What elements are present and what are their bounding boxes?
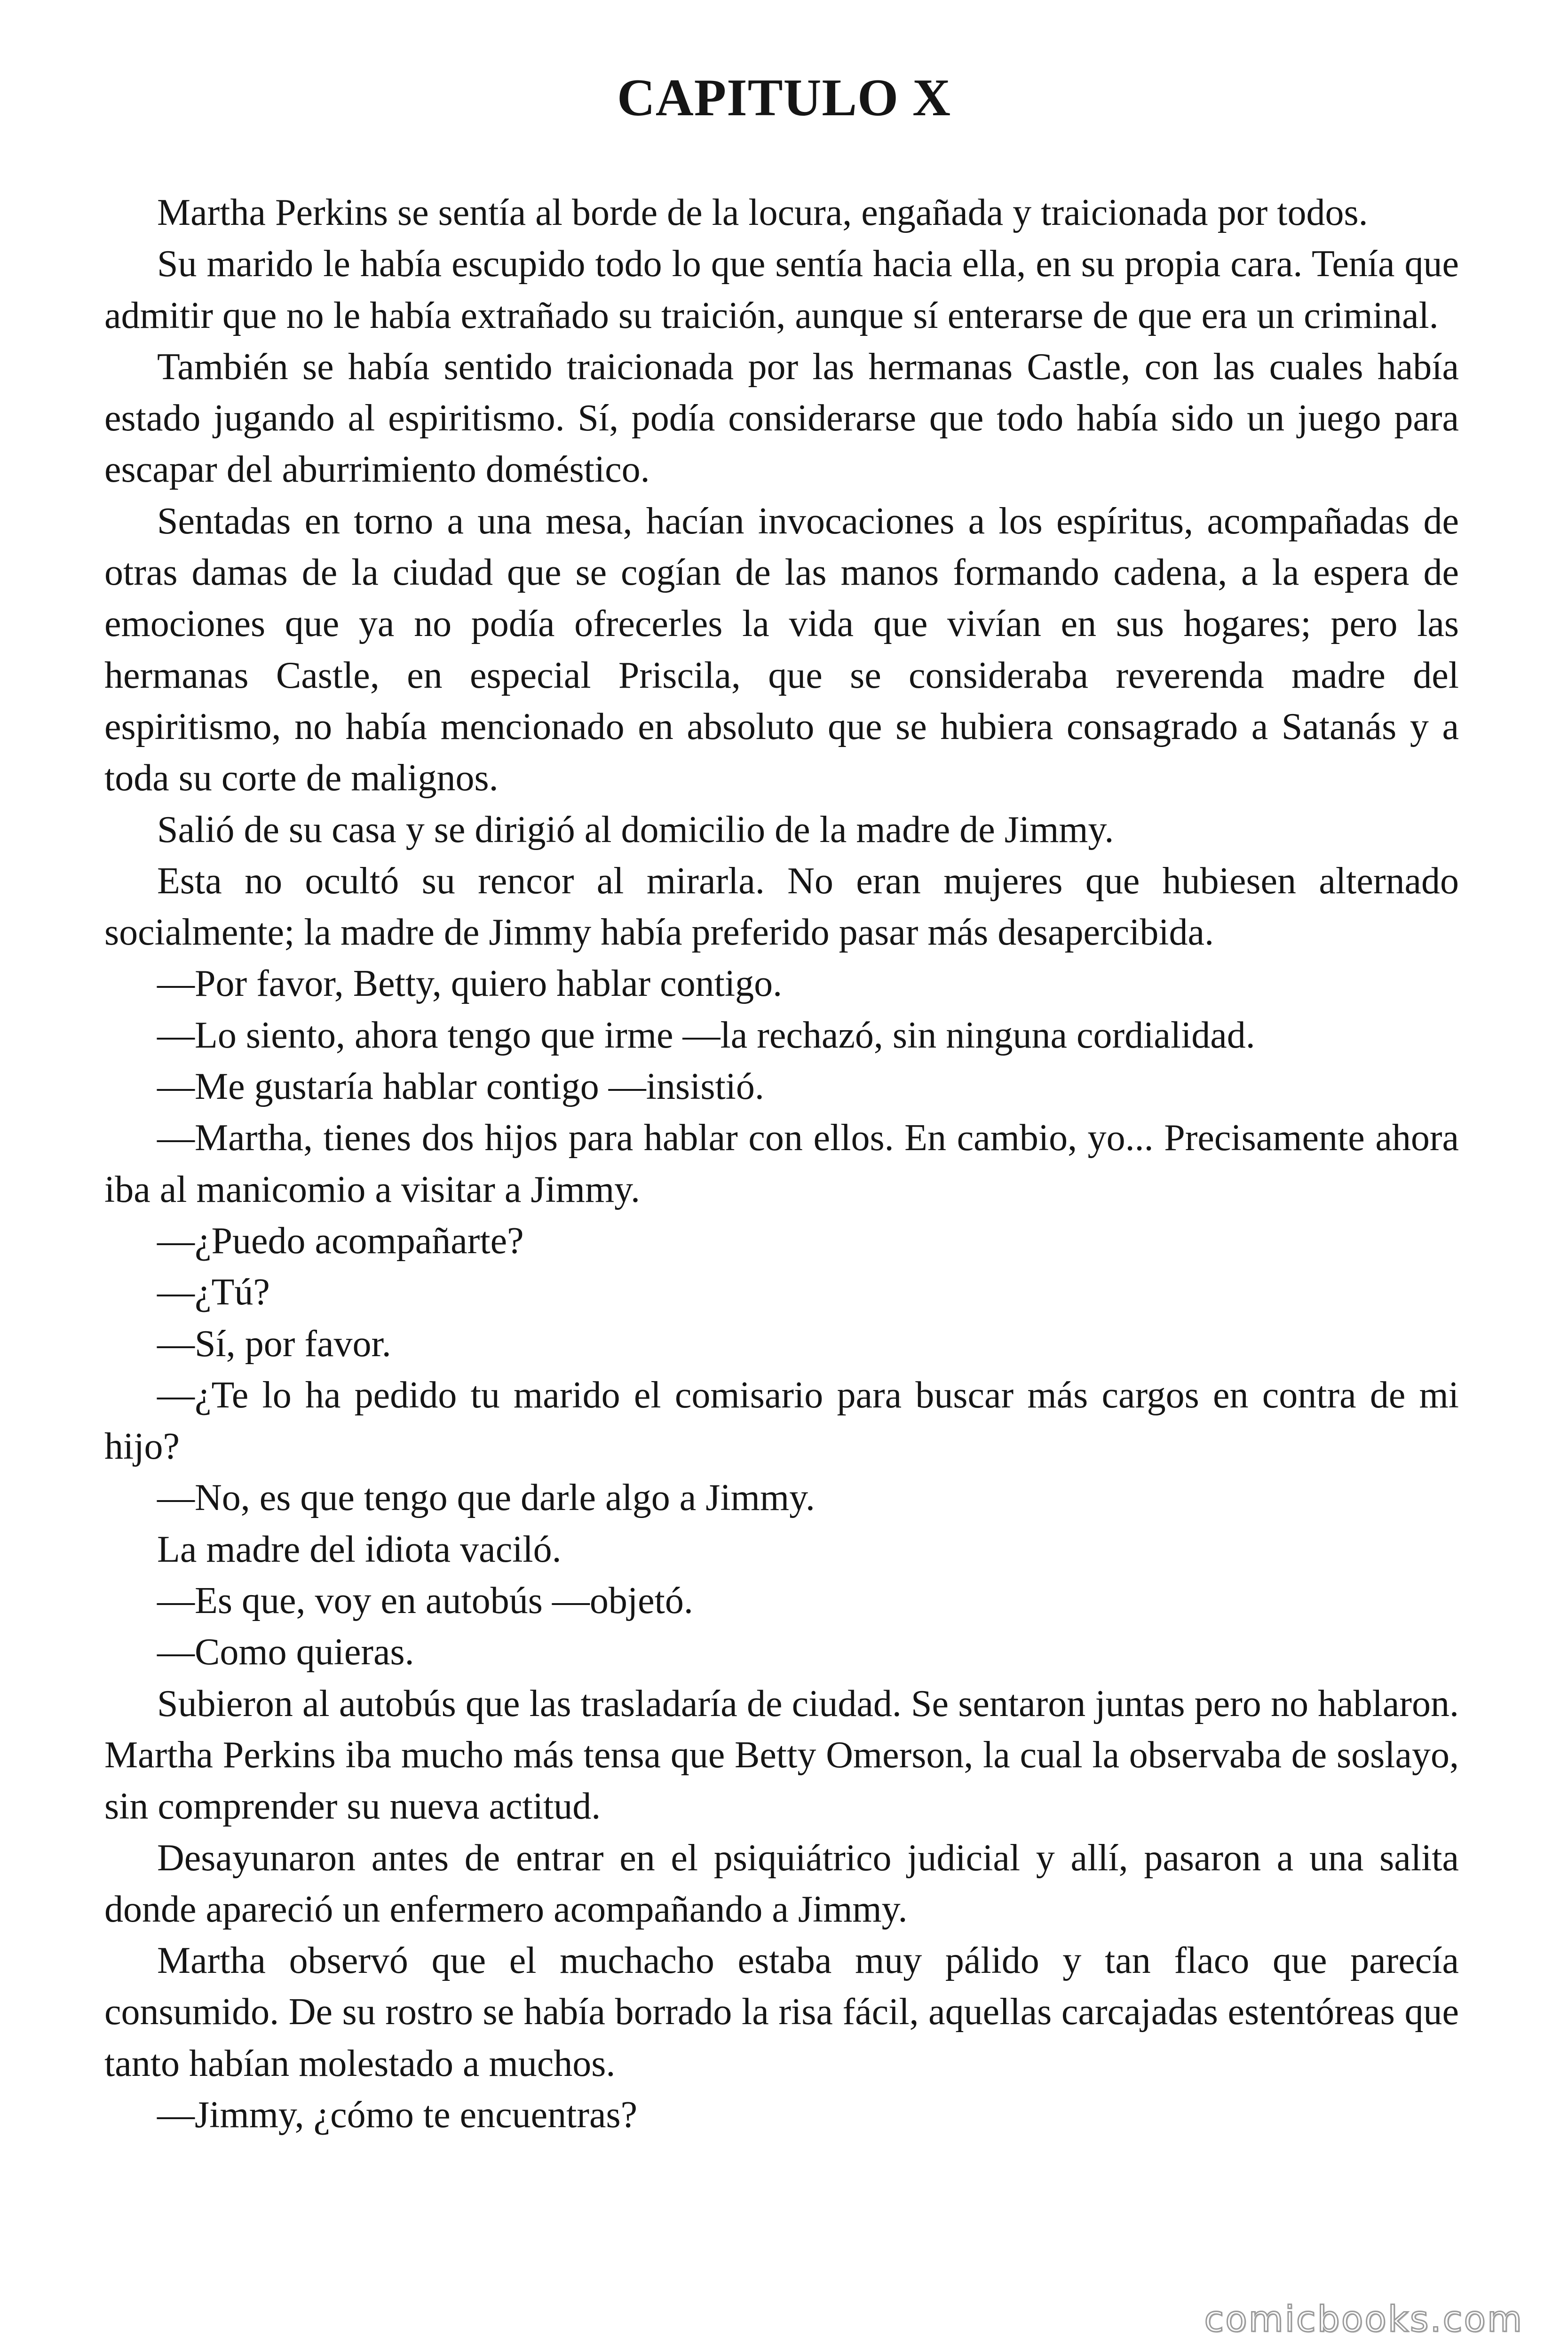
dialogue-line: —¿Puedo acompañarte? — [157, 1220, 524, 1262]
paragraph: También se había sentido traicionada por las hermanas Castle, con las cuales había estado jugando al espiritismo. Sí, podía considerarse que todo había sido un juego para escapar del aburrimiento doméstico. — [104, 346, 1459, 491]
chapter-text — [104, 187, 1459, 2141]
dialogue-line: —Me gustaría hablar contigo —insistió. — [157, 1066, 764, 1108]
dialogue-line: —¿Te lo ha pedido tu marido el comisario para buscar más cargos en contra de mi hijo? — [104, 1374, 1459, 1468]
paragraph: Sentadas en torno a una mesa, hacían invocaciones a los espíritus, acompañadas de otras damas de la ciudad que se cogían de las manos formando cadena, a la espera de emociones que ya no podía ofrecerles la vida que vivían en sus hogares; pero las hermanas Castle, en especial Priscila, que se consideraba reverenda madre del espiritismo, no había mencionado en absoluto que se hubiera consagrado a Satanás y a toda su corte de malignos. — [104, 500, 1459, 799]
paragraph: Salió de su casa y se dirigió al domicilio de la madre de Jimmy. — [157, 809, 1114, 850]
paragraph: La madre del idiota vaciló. — [157, 1528, 562, 1570]
dialogue-line: —Es que, voy en autobús —objetó. — [157, 1580, 693, 1622]
dialogue-line: —Martha, tienes dos hijos para hablar con ellos. En cambio, yo... Precisamente ahora iba al manicomio a visitar a Jimmy. — [104, 1117, 1459, 1210]
dialogue-line: —Lo siento, ahora tengo que irme —la rechazó, sin ninguna cordialidad. — [157, 1014, 1255, 1056]
paragraph: Martha Perkins se sentía al borde de la locura, engañada y traicionada por todos. — [157, 192, 1368, 233]
paragraph: Subieron al autobús que las trasladaría de ciudad. Se sentaron juntas pero no hablaron. Martha Perkins iba mucho más tensa que Betty Omerson, la cual la observaba de soslayo, sin comprender su nueva actitud. — [104, 1683, 1459, 1828]
watermark: comicbooks.com — [1204, 2298, 1523, 2340]
paragraph: Esta no ocultó su rencor al mirarla. No eran mujeres que hubiesen alternado socialmente; la madre de Jimmy había preferido pasar más desapercibida. — [104, 860, 1459, 954]
paragraph: Martha observó que el muchacho estaba muy pálido y tan flaco que parecía consumido. De su rostro se había borrado la risa fácil, aquellas carcajadas estentóreas que tanto habían molestado a muchos. — [104, 1940, 1459, 2084]
chapter-title: CAPITULO X — [617, 69, 951, 127]
dialogue-line: —Jimmy, ¿cómo te encuentras? — [157, 2094, 638, 2136]
dialogue-line: —No, es que tengo que darle algo a Jimmy. — [157, 1477, 815, 1519]
paragraph: Su marido le había escupido todo lo que sentía hacia ella, en su propia cara. Tenía que admitir que no le había extrañado su traición, aunque sí enterarse de que era un criminal. — [104, 243, 1459, 336]
paragraph: Desayunaron antes de entrar en el psiquiátrico judicial y allí, pasaron a una salita donde apareció un enfermero acompañando a Jimmy. — [104, 1837, 1459, 1930]
dialogue-line: —Por favor, Betty, quiero hablar contigo. — [157, 963, 783, 1005]
dialogue-line: —Como quieras. — [157, 1631, 414, 1673]
dialogue-line: —Sí, por favor. — [157, 1323, 391, 1365]
dialogue-line: —¿Tú? — [157, 1271, 270, 1313]
